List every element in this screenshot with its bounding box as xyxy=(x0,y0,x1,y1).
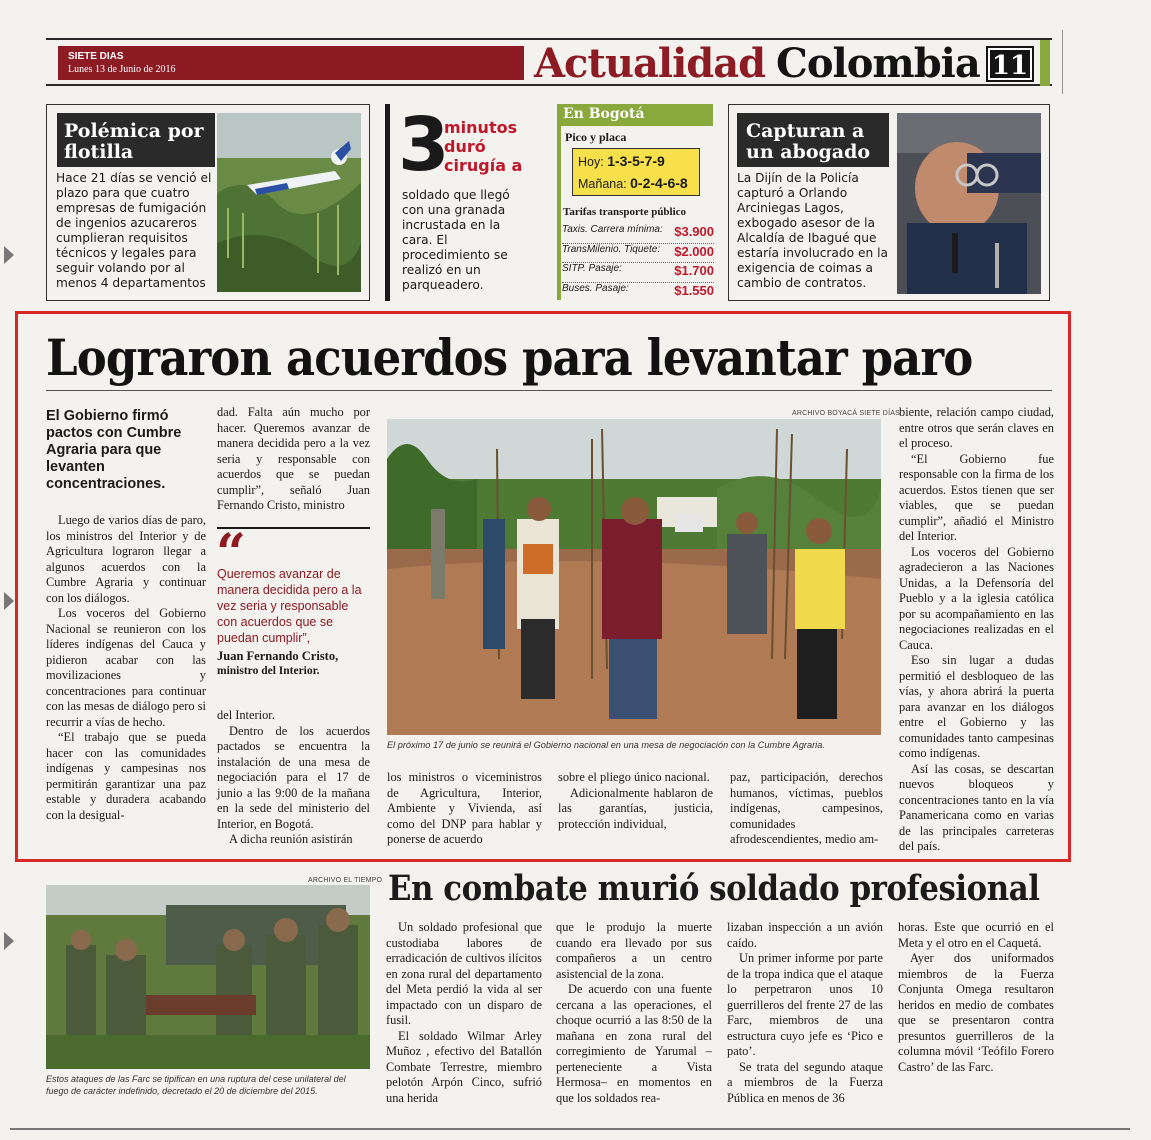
main-article-col3 xyxy=(387,770,542,848)
paragraph: Se trata del segundo ataque a miembros de la Fuerza Pública en menos de 36 xyxy=(727,1059,883,1105)
paragraph: El soldado Wilmar Arley Muñoz , efectivo del Batallón Combate Terrestre, miembro pelotón Arpón Cinco, sufrió una herida xyxy=(386,1028,542,1105)
page-edge-arrow-icon xyxy=(4,246,14,264)
main-article-deck: El Gobierno firmó pactos con Cumbre Agraria para que levanten concentraciones. xyxy=(46,408,182,492)
pico-today xyxy=(578,153,665,169)
main-article-headline: Lograron acuerdos para levantar paro xyxy=(46,328,973,387)
fare-row xyxy=(562,224,714,244)
brief-bogota-title: En Bogotá xyxy=(563,106,645,122)
paragraph: Dentro de los acuerdos pactados se encuentra la instalación de una mesa de negociación para el 17 de junio a las 9:00 de la mañana en la sede del ministerio del Interior, en Bogotá. xyxy=(217,723,370,831)
paragraph: lizaban inspección a un avión caído. xyxy=(727,920,883,950)
page-bottom-rule xyxy=(10,1128,1130,1130)
pico-today-value: 1-3-5-7-9 xyxy=(607,153,665,169)
pico-tomorrow xyxy=(578,175,688,191)
paragraph: que le produjo la muerte cuando era llevado por sus compañeros a un centro asistencial de la zona. xyxy=(556,920,712,981)
second-article-col1 xyxy=(386,920,542,1106)
paragraph: A dicha reunión asistirán xyxy=(229,832,353,846)
page-edge-arrow-icon xyxy=(4,592,14,610)
brief-surgery-bar xyxy=(385,104,390,301)
main-article-col4 xyxy=(558,770,713,832)
quote-mark: “ xyxy=(216,523,246,584)
fares-title: Tarifas transporte público xyxy=(563,206,687,218)
second-article-col2 xyxy=(556,920,712,1106)
header-green-stripe xyxy=(1040,40,1050,86)
paragraph: Un primer informe por parte de la tropa indica que el ataque lo perpetraron unos 10 guerrilleros del frente 27 de las Farc, miembros de una estructura cuyo jefe es ‘Pico e pato’. xyxy=(727,951,883,1058)
main-article-col2-top xyxy=(217,405,370,514)
fare-row xyxy=(562,263,714,283)
paragraph: Eso sin lugar a dudas permitió el desbloqueo de las vías, y ahora abrirá la puerta para avanzar en los diálogos entre el Gobierno y las comunidades tanto campesinas como indígenas. xyxy=(899,653,1054,760)
fare-value: $1.700 xyxy=(674,263,714,278)
fare-value: $2.000 xyxy=(674,243,714,259)
paragraph: Adicionalmente hablaron de las garantías, justicia, protección individual, xyxy=(558,785,713,831)
paragraph: del Interior. xyxy=(217,708,275,722)
brief-flotilla-text: Hace 21 días se venció el plazo para que cuatro empresas de fumigación de ingenios azucareros cumplieran requisitos técnicos y legales para seguir volando por al menos 4 departamentos xyxy=(56,171,212,290)
main-article-col6 xyxy=(899,405,1054,855)
main-article-col1 xyxy=(46,513,206,823)
paragraph: De acuerdo con una fuente cercana a las operaciones, el choque ocurrió a las 8:50 de la mañana en zona rural del corregimiento de Yarumal –perteneciente a Vista Hermosa– en momentos en que los soldados rea- xyxy=(556,982,712,1105)
pico-placa-title: Pico y placa xyxy=(565,130,627,144)
paragraph: dad. Falta aún mucho por hacer. Queremos avanzar de manera decidida pero a la vez seria y responsable con acuerdos que se puedan cumplir”, señaló Juan Fernando Cristo, ministro xyxy=(217,405,370,512)
header-rule xyxy=(1062,30,1063,94)
fare-label: Buses. Pasaje: xyxy=(562,282,629,294)
brief-abogado-title: Capturan a un abogado xyxy=(746,120,871,163)
main-headline-rule xyxy=(46,390,1052,391)
pico-tomorrow-value: 0-2-4-6-8 xyxy=(630,175,688,191)
paragraph: “El Gobierno fue responsable con la firma de los acuerdos. Estos tienen que ser viables, que se puedan cumplir”, añadió el Ministro del Interior. xyxy=(899,451,1054,543)
main-article-col2-bottom xyxy=(217,708,370,848)
second-article-col3 xyxy=(727,920,883,1106)
paragraph: Ayer dos uniformados miembros de la Fuerza Conjunta Omega resultaron heridos en medio de combates que se presentaron contra presuntos guerrilleros de la columna móvil ‘Teófilo Forero Castro’ de las Farc. xyxy=(898,951,1054,1074)
pull-quote-role: ministro del Interior. xyxy=(217,665,320,677)
fare-value: $1.550 xyxy=(674,282,714,298)
paragraph: Un soldado profesional que custodiaba labores de erradicación de cultivos ilícitos en zona rural del departamento del Meta perdió la vida al ser impactado con un disparo de fusil. xyxy=(386,920,542,1027)
paragraph: sobre el pliego único nacional. xyxy=(558,770,710,784)
fare-label: TransMilenio. Tiquete: xyxy=(562,243,661,255)
fare-row xyxy=(562,244,714,264)
paragraph: Luego de varios días de paro, los ministros del Interior y de Agricultura lograron llegar a algunos acuerdos con la Cumbre Agraria y continuar con los diálogos. xyxy=(46,513,206,605)
brief-flotilla-title: Polémica por flotilla xyxy=(64,120,204,163)
pull-quote-text: Queremos avanzar de manera decidida pero a la vez seria y responsable con acuerdos que se puedan cumplir”, xyxy=(217,567,362,645)
paper-date: Lunes 13 de Junio de 2016 xyxy=(68,64,176,75)
brief-surgery-highlight: minutos duró cirugía a xyxy=(444,118,523,175)
second-article-headline: En combate murió soldado profesional xyxy=(388,868,1040,909)
brief-surgery-number: 3 xyxy=(398,102,450,188)
fare-row xyxy=(562,283,714,303)
fare-label: Taxis. Carrera mínima: xyxy=(562,224,663,235)
brief-abogado-text: La Dijín de la Policía capturó a Orlando Arciniegas Lagos, exbogado asesor de la Alcaldía de Ibagué que estaría involucrado en la exigencia de coimas a cambio de contratos. xyxy=(737,171,888,290)
crashed-plane-photo xyxy=(217,113,361,292)
handcuffed-man-photo xyxy=(897,113,1041,294)
brief-bogota-rule xyxy=(557,126,561,300)
paragraph: horas. Este que ocurrió en el Meta y el otro en el Caquetá. xyxy=(898,920,1054,950)
second-photo-caption: Estos ataques de las Farc se tipifican en una ruptura del cese unilateral del fuego de carácter indefinido, decretado el 20 de diciembre del 2015. xyxy=(46,1074,346,1096)
section-title-actualidad: Actualidad xyxy=(534,40,766,87)
paragraph: los ministros o viceministros de Agricultura, Interior, Ambiente y Vivienda, así como del DNP para hablar y ponerse de acuerdo xyxy=(387,770,542,846)
brief-surgery-text: soldado que llegó con una granada incrustada en la cara. El procedimiento se realizó en un parqueadero. xyxy=(402,188,510,292)
main-article-col5 xyxy=(730,770,883,848)
second-article-col4 xyxy=(898,920,1054,1075)
fares-list xyxy=(562,224,714,302)
soldiers-carrying-wounded-photo xyxy=(46,885,370,1069)
main-photo-credit: ARCHIVO BOYACÁ SIETE DÍAS xyxy=(792,410,900,417)
pull-quote-author: Juan Fernando Cristo, xyxy=(217,649,339,663)
fare-value: $3.900 xyxy=(674,224,714,239)
paragraph: biente, relación campo ciudad, entre otros que serán claves en el proceso. xyxy=(899,405,1054,450)
pico-tomorrow-label: Mañana: xyxy=(578,177,627,191)
section-title-colombia: Colombia xyxy=(776,40,980,87)
paragraph: Los voceros del Gobierno agradecieron a las Naciones Unidas, a la Defensoría del Pueblo y a la iglesia católica por su acompañamiento en las negociaciones realizadas en el Cauca. xyxy=(899,544,1054,652)
pico-today-label: Hoy: xyxy=(578,155,604,169)
indigenous-protesters-photo xyxy=(387,419,881,735)
paragraph: paz, participación, derechos humanos, víctimas, pueblos indígenas, campesinos, comunidades afrodescendientes, medio am- xyxy=(730,770,883,846)
paper-name: SIETE DIAS xyxy=(68,51,124,62)
fare-label: SITP. Pasaje: xyxy=(562,263,622,274)
second-photo-credit: ARCHIVO EL TIEMPO xyxy=(308,877,383,884)
page-edge-arrow-icon xyxy=(4,932,14,950)
paragraph: Así las cosas, se descartan nuevos bloqueos y concentraciones tanto en la vía Panamericana como en varias de las principales carreteras del país. xyxy=(899,761,1054,853)
paragraph: “El trabajo que se pueda hacer con las comunidades indígenas y campesinas nos permitirán garantizar una paz estable y duradera acabando con la desigual- xyxy=(46,730,206,822)
paragraph: Los voceros del Gobierno Nacional se reunieron con los líderes indígenas del Cauca y pidieron acabar con las movilizaciones y concentraciones para continuar con las mesas de diálogo pero si recurrir a vías de hecho. xyxy=(46,606,206,729)
page-number: 11 xyxy=(988,48,1032,80)
main-photo-caption: El próximo 17 de junio se reunirá el Gobierno nacional en una mesa de negociación con la Cumbre Agraria. xyxy=(387,740,825,750)
